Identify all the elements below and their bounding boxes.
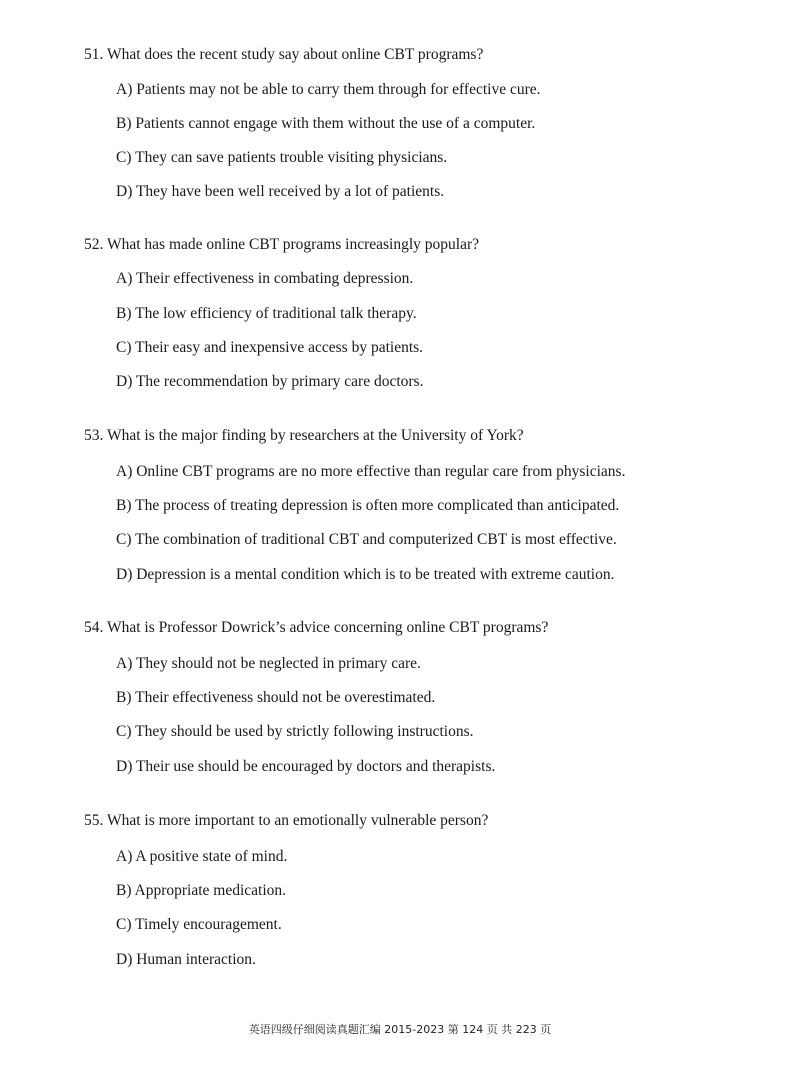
question-55-stem: 55. What is more important to an emotionally vulnerable person? bbox=[84, 812, 489, 829]
question-53-option-d: D) Depression is a mental condition which is to be treated with extreme caution. bbox=[116, 566, 615, 583]
question-54-option-c: C) They should be used by strictly following instructions. bbox=[116, 723, 474, 740]
question-52-option-c: C) Their easy and inexpensive access by patients. bbox=[116, 339, 424, 356]
question-52-option-d: D) The recommendation by primary care doctors. bbox=[116, 373, 424, 390]
question-51-option-c: C) They can save patients trouble visiting physicians. bbox=[116, 149, 448, 166]
question-55-option-d: D) Human interaction. bbox=[116, 951, 256, 968]
question-53-stem: 53. What is the major finding by researchers at the University of York? bbox=[84, 427, 524, 444]
question-51-stem: 51. What does the recent study say about online CBT programs? bbox=[84, 46, 484, 63]
question-52-stem: 52. What has made online CBT programs increasingly popular? bbox=[84, 236, 480, 253]
question-54-stem: 54. What is Professor Dowrick’s advice concerning online CBT programs? bbox=[84, 619, 549, 636]
page-footer: 英语四级仔细阅读真题汇编 2015-2023 第 124 页 共 223 页 bbox=[248, 1023, 552, 1036]
question-54-option-a: A) They should not be neglected in primary care. bbox=[116, 655, 421, 672]
question-54-option-b: B) Their effectiveness should not be overestimated. bbox=[116, 689, 436, 706]
question-54-option-d: D) Their use should be encouraged by doctors and therapists. bbox=[116, 758, 496, 775]
question-51-option-a: A) Patients may not be able to carry them through for effective cure. bbox=[116, 81, 541, 98]
question-51-option-b: B) Patients cannot engage with them without the use of a computer. bbox=[116, 115, 536, 132]
question-52-option-a: A) Their effectiveness in combating depression. bbox=[116, 270, 414, 287]
question-55-option-b: B) Appropriate medication. bbox=[116, 882, 287, 899]
question-55-option-c: C) Timely encouragement. bbox=[116, 916, 282, 933]
question-53-option-a: A) Online CBT programs are no more effective than regular care from physicians. bbox=[116, 463, 626, 480]
question-53-option-b: B) The process of treating depression is often more complicated than anticipated. bbox=[116, 497, 620, 514]
question-52-option-b: B) The low efficiency of traditional talk therapy. bbox=[116, 305, 417, 322]
question-51-option-d: D) They have been well received by a lot of patients. bbox=[116, 183, 445, 200]
question-55-option-a: A) A positive state of mind. bbox=[116, 848, 288, 865]
question-53-option-c: C) The combination of traditional CBT and computerized CBT is most effective. bbox=[116, 531, 617, 548]
